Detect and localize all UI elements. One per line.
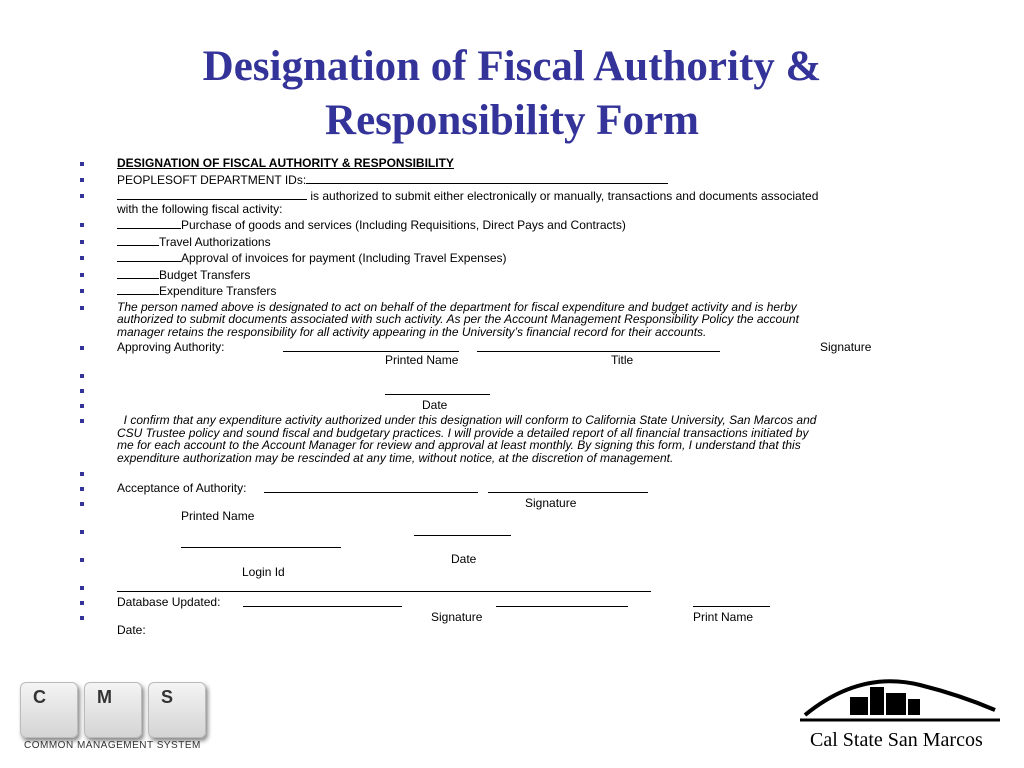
list-item xyxy=(74,235,894,249)
budget-label: Budget Transfers xyxy=(159,267,251,282)
designated-text-1: The person named above is designated to act on behalf of the department for fiscal expenditure and budget activity and is herby xyxy=(117,299,797,314)
list-item xyxy=(74,482,894,494)
list-item xyxy=(74,497,894,522)
confirm-text-3: me for each account to the Account Manager for review and approval at least monthly. By signing this form, I understand that this xyxy=(117,438,801,452)
acceptance-signature-blank[interactable] xyxy=(488,482,648,493)
list-item xyxy=(74,399,894,411)
list-item xyxy=(74,369,894,381)
travel-label: Travel Authorizations xyxy=(159,234,271,249)
title-label: Title xyxy=(611,353,634,367)
expenditure-label: Expenditure Transfers xyxy=(159,284,277,298)
list-item xyxy=(74,301,894,339)
login-id-blank[interactable] xyxy=(181,537,341,548)
cms-key-m: M xyxy=(84,682,142,738)
approving-authority-label: Approving Authority: xyxy=(117,340,225,354)
approval-blank[interactable] xyxy=(117,251,181,262)
budget-blank[interactable] xyxy=(117,268,159,279)
signature-label-2: Signature xyxy=(525,496,577,510)
acceptance-label: Acceptance of Authority: xyxy=(117,481,247,495)
list-item xyxy=(74,173,894,187)
purchase-blank[interactable] xyxy=(117,218,181,229)
cms-label: COMMON MANAGEMENT SYSTEM xyxy=(24,740,201,751)
form-heading: DESIGNATION OF FISCAL AUTHORITY & RESPONSIBILITY xyxy=(117,156,454,170)
purchase-label: Purchase of goods and services (Including Requisitions, Direct Pays and Contracts) xyxy=(181,218,626,232)
approving-name-blank[interactable] xyxy=(283,341,459,352)
approval-label: Approval of invoices for payment (Including Travel Expenses) xyxy=(181,251,507,265)
list-item xyxy=(74,414,894,464)
approving-title-blank[interactable] xyxy=(477,341,720,352)
list-item xyxy=(74,596,894,608)
list-item xyxy=(74,218,894,232)
confirm-text-2: CSU Trustee policy and sound fiscal and budgetary practices. I will provide a detailed report of all financial transactions initiated by xyxy=(117,425,809,440)
confirm-text-1: I confirm that any expenditure activity authorized under this designation will conform to California State University, San Marcos and xyxy=(123,413,817,427)
csusm-logo xyxy=(800,665,1000,755)
dept-ids-label: PEOPLESOFT DEPARTMENT IDs: xyxy=(117,172,307,187)
csusm-name: Cal State San Marcos xyxy=(810,729,983,751)
approving-date-blank[interactable] xyxy=(385,384,490,395)
list-item xyxy=(74,284,894,298)
title-line-1: Designation of Fiscal Authority & xyxy=(202,43,822,90)
designated-text-2: authorized to submit documents associated with such activity. As per the Account Management Responsibility Policy the account xyxy=(117,312,799,326)
list-item xyxy=(74,268,894,282)
divider-blank[interactable] xyxy=(117,581,651,592)
designated-text-3: manager retains the responsibility for all activity appearing in the University’s financial record for their accounts. xyxy=(117,324,707,339)
list-item xyxy=(74,251,894,265)
list-item xyxy=(74,525,894,550)
form-body xyxy=(74,157,894,639)
list-item xyxy=(74,189,894,215)
list-item xyxy=(74,611,894,636)
title-line-2: Responsibility Form xyxy=(325,97,699,144)
travel-blank[interactable] xyxy=(117,235,159,246)
list-item xyxy=(74,341,894,366)
csusm-skyline-icon xyxy=(800,665,1000,725)
expenditure-blank[interactable] xyxy=(117,284,159,295)
printed-name-label: Printed Name xyxy=(385,353,459,367)
cms-key-s: S xyxy=(148,682,206,738)
acceptance-name-blank[interactable] xyxy=(264,482,478,493)
dept-ids-blank[interactable] xyxy=(306,173,668,184)
list-item xyxy=(74,157,894,170)
date-label-2: Date xyxy=(451,552,477,566)
list-item xyxy=(74,553,894,578)
cms-logo xyxy=(20,680,220,760)
name-blank[interactable] xyxy=(117,189,307,200)
printed-name-label-2: Printed Name xyxy=(181,509,255,523)
print-name-label-3: Print Name xyxy=(693,610,754,624)
signature-label: Signature xyxy=(820,340,872,354)
acceptance-date-blank[interactable] xyxy=(414,525,511,536)
cms-key-c: C xyxy=(20,682,78,738)
date-label-3: Date: xyxy=(117,623,146,637)
login-id-label: Login Id xyxy=(242,565,285,579)
authorized-text: is authorized to submit either electronically or manually, transactions and documents associated xyxy=(310,189,819,203)
signature-label-3: Signature xyxy=(431,610,483,624)
list-item xyxy=(74,467,894,479)
page-title xyxy=(0,40,1024,148)
db-signature-blank[interactable] xyxy=(496,596,628,607)
database-updated-blank[interactable] xyxy=(243,596,402,607)
list-item xyxy=(74,384,894,396)
authorized-text-2: with the following fiscal activity: xyxy=(117,201,283,216)
confirm-text-4: expenditure authorization may be rescinded at any time, without notice, at the discretion of management. xyxy=(117,450,674,465)
list-item xyxy=(74,581,894,593)
date-label: Date xyxy=(422,398,448,412)
database-updated-label: Database Updated: xyxy=(117,595,221,609)
db-print-name-blank[interactable] xyxy=(693,596,770,607)
